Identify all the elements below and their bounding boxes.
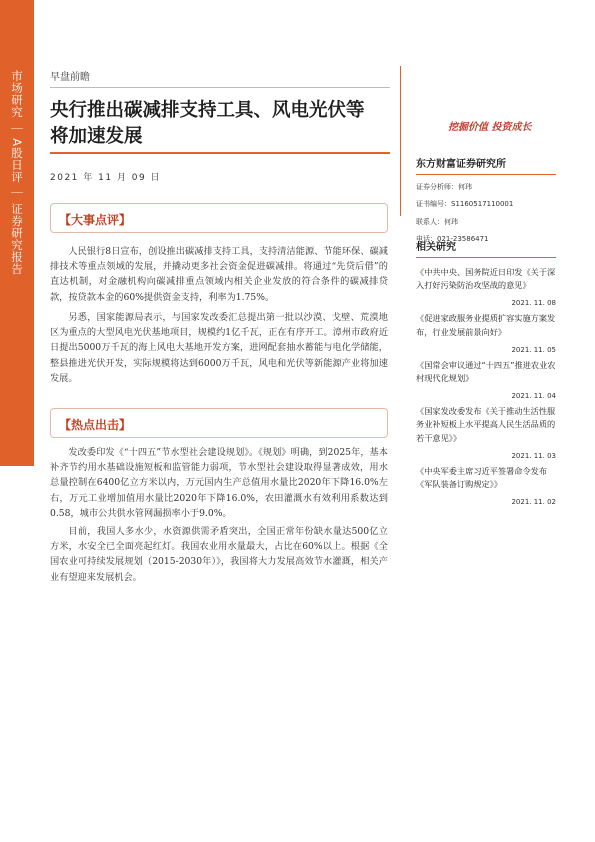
list-item[interactable] xyxy=(416,266,556,307)
related-title: 《国家发改委发布《关于推动生活性服务业补短板上水平提高人民生活品质的若干意见》》 xyxy=(416,406,556,443)
related-research xyxy=(416,238,556,511)
list-item[interactable] xyxy=(416,312,556,353)
header xyxy=(50,68,390,150)
slogan: 挖掘价值 投资成长 xyxy=(448,122,532,133)
related-date: 2021. 11. 08 xyxy=(511,299,556,308)
contact: 联系人：何玮 xyxy=(416,217,458,226)
title-divider xyxy=(50,87,390,88)
title-line-2: 将加速发展 xyxy=(50,126,143,147)
vertical-divider xyxy=(400,66,401,216)
hot-label: 【热点出击】 xyxy=(59,418,132,432)
related-date: 2021. 11. 02 xyxy=(511,498,556,507)
hot-paragraph-1: 发改委印发《“十四五”节水型社会建设规划》。《规划》明确，到2025年，基本补齐节约用水基础设施短板和监管能力弱项，节水型社会建设取得显著成效，用水总量控制在6400亿立方米以内，万元国内生产总值用水量比2020年下降16.0%左右，万元工业增加值用水量比2020年下降16.0%，农田灌溉水有效利用系数达到0.58，城市公共供水管网漏损率小于9.0%。 xyxy=(50,447,388,519)
institute-block xyxy=(416,155,556,247)
related-title: 《中共中央、国务院近日印发《关于深入打好污染防治攻坚战的意见》 xyxy=(416,267,556,291)
analyst: 证券分析师：何玮 xyxy=(416,183,472,191)
page-title xyxy=(50,98,390,150)
related-title: 《中央军委主席习近平签署命令发布《军队装备订购规定》》 xyxy=(416,465,548,490)
list-item[interactable] xyxy=(416,359,556,400)
hot-paragraph-2: 目前，我国人多水少，水资源供需矛盾突出，全国正常年份缺水量达500亿立方米，水安全已全面亮起红灯。我国农业用水量最大，占比在60%以上。根据《全国农业可持续发展规划（2015-2030年）》，我国将大力发展高效节水灌溉，相关产业有望迎来发展机会。 xyxy=(50,526,388,583)
related-date: 2021. 11. 05 xyxy=(511,345,556,354)
sidebar xyxy=(0,0,34,842)
related-date: 2021. 11. 03 xyxy=(511,451,556,460)
events-label: 【大事点评】 xyxy=(59,213,132,227)
hot-card xyxy=(50,408,388,438)
report-date: 2021 年 11 月 09 日 xyxy=(50,173,162,183)
header-rule xyxy=(50,152,390,154)
related-heading: 相关研究 xyxy=(416,238,556,258)
section-label: 早盘前瞻 xyxy=(50,72,90,83)
sidebar-label: 市场研究 ｜ A股日评 ｜ 证券研究报告 xyxy=(10,70,24,275)
institute-name: 东方财富证券研究所 xyxy=(416,155,556,175)
title-line-1: 央行推出碳减排支持工具、风电光伏等 xyxy=(50,100,365,121)
events-paragraph-1: 人民银行8日宣布，创设推出碳减排支持工具，支持清洁能源、节能环保、碳减排技术等重点领域的发展，并撬动更多社会资金促进碳减排。将通过“先贷后借”的直达机制，对金融机构向碳减排重点领域内相关企业发放的符合条件的碳减排贷款，按贷款本金的60%提供资金支持，利率为1.75%。 xyxy=(50,246,388,303)
cert-number: 证书编号：S1160517110001 xyxy=(416,200,514,209)
related-date: 2021. 11. 04 xyxy=(511,392,556,401)
phone: 电话：021-23586471 xyxy=(416,235,489,244)
events-card xyxy=(50,203,388,233)
related-title: 《促进家政服务业提质扩容实施方案发布，行业发展前景向好》 xyxy=(416,313,556,337)
related-title: 《国常会审议通过“十四五”推进农业农村现代化规划》 xyxy=(416,359,556,384)
list-item[interactable] xyxy=(416,465,556,506)
list-item[interactable] xyxy=(416,405,556,460)
events-paragraph-2: 另悉，国家能源局表示，与国家发改委汇总提出第一批以沙漠、戈壁、荒漠地区为重点的大型风电光伏基地项目，规模约1亿千瓦，正在有序开工。漳州市政府近日提出5000万千瓦的海上风电大基地开发方案，进网配套抽水蓄能与电化学储能，整县推进光伏开发，实际规模将达到6000万千瓦，风电和光伏等新能源产业将加速发展。 xyxy=(50,312,388,384)
